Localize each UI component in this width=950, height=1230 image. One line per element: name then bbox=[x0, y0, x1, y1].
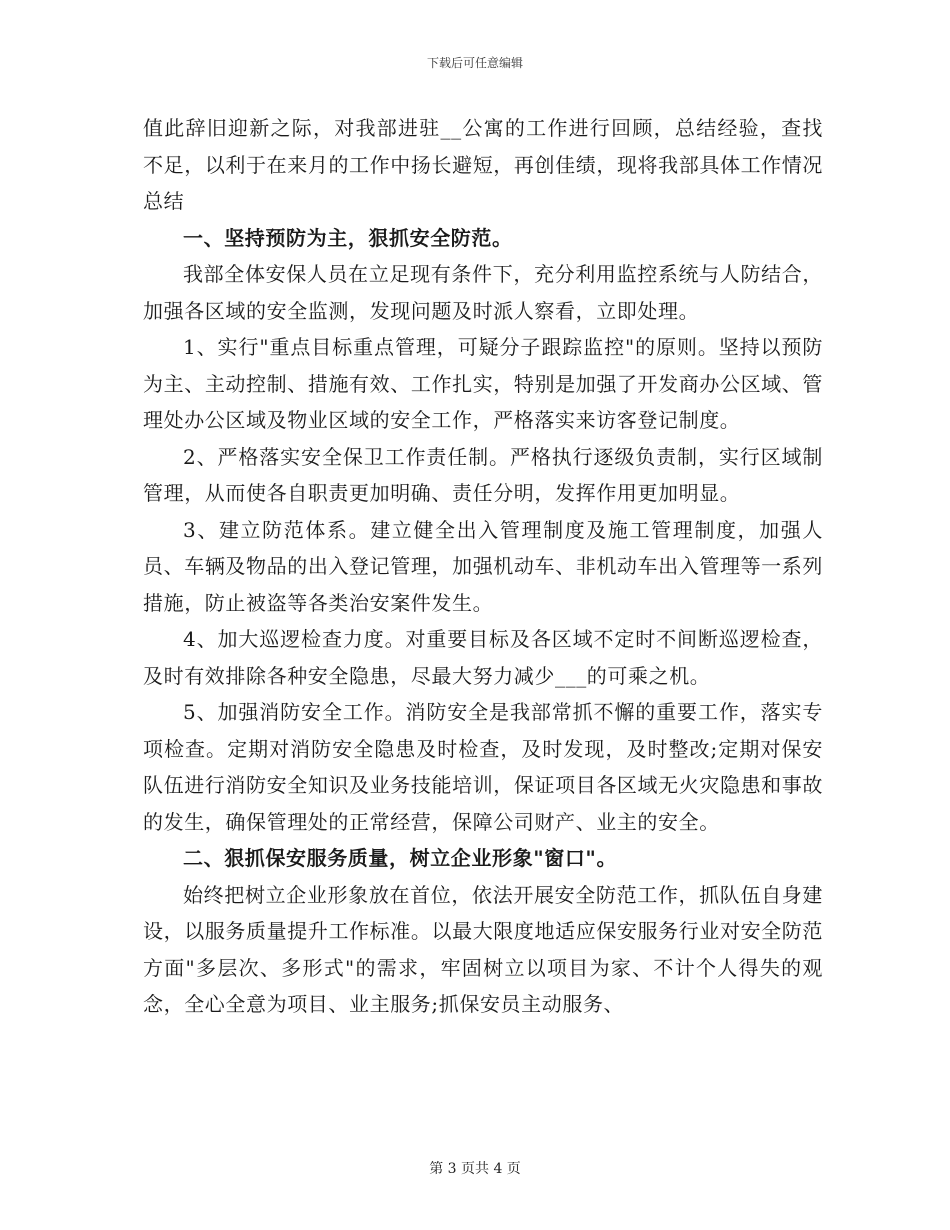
intro-paragraph: 值此辞旧迎新之际，对我部进驻__公寓的工作进行回顾，总结经验，查找不足，以利于在来月的工作中扬长避短，再创佳绩，现将我部具体工作情况总结 bbox=[143, 116, 823, 213]
section-1-item-4: 4、加大巡逻检查力度。对重要目标及各区域不定时不间断巡逻检查，及时有效排除各种安全隐患，尽最大努力减少___的可乘之机。 bbox=[143, 627, 823, 688]
section-1-heading: 一、坚持预防为主，狠抓安全防范。 bbox=[183, 225, 513, 250]
section-1-item-2: 2、严格落实安全保卫工作责任制。严格执行逐级负责制，实行区域制管理，从而使各自职责更加明确、责任分明，发挥作用更加明显。 bbox=[143, 444, 823, 505]
section-1-intro: 我部全体安保人员在立足现有条件下，充分利用监控系统与人防结合，加强各区域的安全监测，发现问题及时派人察看，立即处理。 bbox=[143, 262, 823, 323]
section-1-item-5: 5、加强消防安全工作。消防安全是我部常抓不懈的重要工作，落实专项检查。定期对消防安全隐患及时检查，及时发现，及时整改;定期对保安队伍进行消防安全知识及业务技能培训，保证项目各区域无火灾隐患和事故的发生，确保管理处的正常经营，保障公司财产、业主的安全。 bbox=[143, 700, 823, 834]
section-1-item-1: 1、实行"重点目标重点管理，可疑分子跟踪监控"的原则。坚持以预防为主、主动控制、措施有效、工作扎实，特别是加强了开发商办公区域、管理处办公区域及物业区域的安全工作，严格落实来访客登记制度。 bbox=[143, 335, 823, 432]
page-header: 下载后可任意编辑 bbox=[426, 56, 523, 70]
section-1-item-3: 3、建立防范体系。建立健全出入管理制度及施工管理制度，加强人员、车辆及物品的出入登记管理，加强机动车、非机动车出入管理等一系列措施，防止被盗等各类治安案件发生。 bbox=[143, 517, 823, 615]
document-body bbox=[143, 110, 823, 1023]
section-2-intro: 始终把树立企业形象放在首位，依法开展安全防范工作，抓队伍自身建设，以服务质量提升工作标准。以最大限度地适应保安服务行业对安全防范方面"多层次、多形式"的需求，牢固树立以项目为家、不计个人得失的观念，全心全意为项目、业主服务;抓保安员主动服务、 bbox=[143, 882, 823, 1016]
section-2-heading: 二、狠抓保安服务质量，树立企业形象"窗口"。 bbox=[183, 846, 618, 870]
page-footer: 第 3 页共 4 页 bbox=[429, 1161, 521, 1177]
